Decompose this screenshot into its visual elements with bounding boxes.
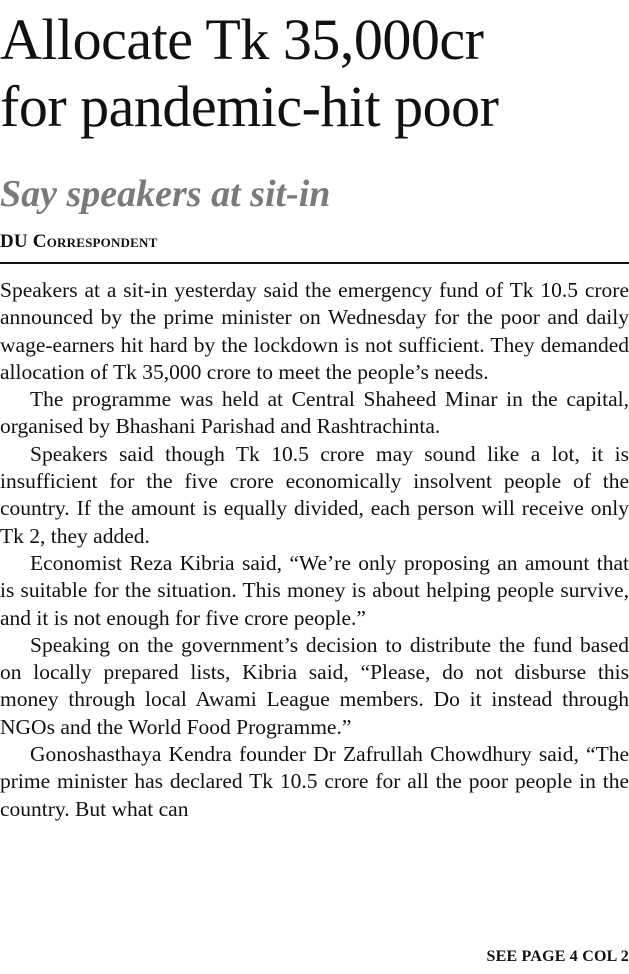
paragraph-1: Speakers at a sit-in yesterday said the emergency fund of Tk 10.5 crore announced by the prime minister on Wednesday for the poor and daily wage-earners hit hard by the lockdown is not sufficient. They demanded allocation of Tk 35,000 crore to meet the people’s needs. xyxy=(0,278,629,384)
article-body xyxy=(0,277,629,823)
byline-divider xyxy=(0,262,629,264)
paragraph-6: Gonoshasthaya Kendra founder Dr Zafrullah Chowdhury said, “The prime minister has declared Tk 10.5 crore for all the poor people in the country. But what can xyxy=(0,742,629,821)
paragraph-3: Speakers said though Tk 10.5 crore may sound like a lot, it is insufficient for the five crore economically insolvent people of the country. If the amount is equally divided, each person will receive only Tk 2, they added. xyxy=(0,441,629,548)
headline-line-2: for pandemic-hit poor xyxy=(0,74,499,139)
subheadline: Say speakers at sit-in xyxy=(0,173,331,215)
paragraph-2: The programme was held at Central Shaheed Minar in the capital, organised by Bhashani Parishad and Rashtrachinta. xyxy=(0,387,629,439)
headline xyxy=(0,6,629,140)
paragraph-4: Economist Reza Kibria said, “We’re only proposing an amount that is suitable for the situation. This money is about helping people survive, and it is not enough for five crore people.” xyxy=(0,550,629,630)
headline-line-1: Allocate Tk 35,000cr xyxy=(0,7,484,72)
paragraph-5: Speaking on the government’s decision to distribute the fund based on locally prepared lists, Kibria said, “Please, do not disburse this money through local Awami League members. Do it instead through NGOs and the World Food Programme.” xyxy=(0,632,629,739)
continuation-jump-line: SEE PAGE 4 COL 2 xyxy=(486,948,629,965)
byline: DU Correspondent xyxy=(0,231,158,252)
